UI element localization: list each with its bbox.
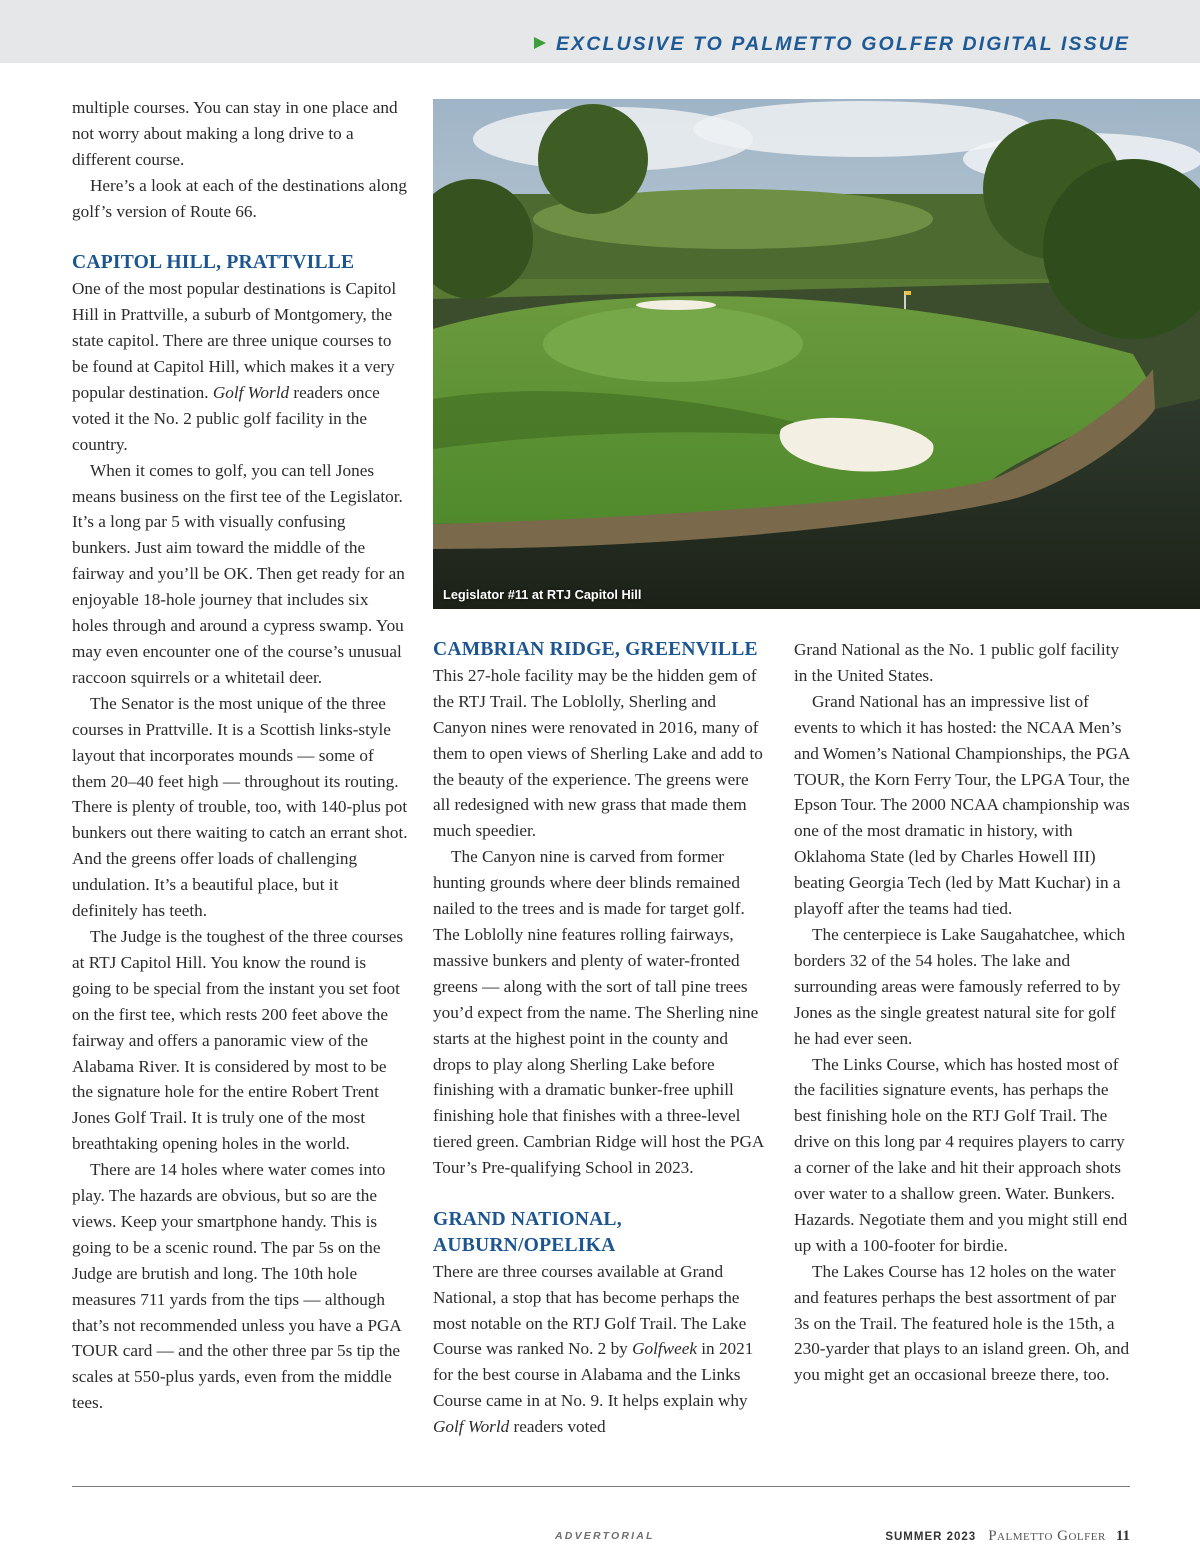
article-column-2 [433,637,769,1440]
play-arrow-icon [534,37,546,49]
section-heading-capitol-hill: CAPITOL HILL, PRATTVILLE [72,252,355,274]
paragraph: One of the most popular destinations is Capitol Hill in Prattville, a suburb of Montgomery, the state capitol. There are three unique courses to be found at Capitol Hill, which makes it a very popular destination. Golf World readers once voted it the No. 2 public golf facility in the country. [72,279,397,454]
paragraph: There are 14 holes where water comes into play. The hazards are obvious, but so are the views. Keep your smartphone handy. This is going to be a scenic round. The par 5s on the Judge are brutish and long. The 10th hole measures 711 yards from the tips — although that’s not recommended unless you have a PGA TOUR card — and the other three par 5s tip the scales at 550-plus yards, even from the middle tees. [72,1160,401,1413]
photo-illustration [433,99,1200,609]
page-footer [885,1527,1130,1545]
paragraph: The centerpiece is Lake Saugahatchee, which borders 32 of the 54 holes. The lake and surrounding areas were famously referred to by Jones as the single greatest natural site for golf he had ever seen. [794,924,1126,1048]
advertorial-label: ADVERTORIAL [555,1530,655,1542]
article-column-1 [72,95,408,1416]
paragraph: The Canyon nine is carved from former hunting grounds where deer blinds remained nailed to the trees and is made for target golf. The Loblolly nine features rolling fairways, massive bunkers and plenty of water-fronted greens — along with the sort of tall pine trees you’d expect from the name. The Sherling nine starts at the highest point in the county and drops to play along Sherling Lake before finishing with a dramatic bunker-free uphill finishing hole that finishes with a three-level tiered green. Cambrian Ridge will host the PGA Tour’s Pre-qualifying School in 2023. [433,847,764,1178]
paragraph: When it comes to golf, you can tell Jones means business on the first tee of the Legislator. It’s a long par 5 with visually confusing bunkers. Just aim toward the middle of the fairway and you’ll be OK. Then get ready for an enjoyable 18-hole journey that includes six holes through and around a cypress swamp. You may even encounter one of the course’s unusual raccoon squirrels or a whitetail deer. [72,460,405,687]
magazine-name: Palmetto Golfer [988,1528,1106,1544]
paragraph: Grand National as the No. 1 public golf facility in the United States. [794,640,1120,685]
paragraph: The Lakes Course has 12 holes on the water and features perhaps the best assortment of par 3s on the Trail. The featured hole is the 15th, a 230-yarder that plays to an island green. Oh, and you might get an occasional breeze there, too. [794,1261,1130,1385]
banner-label: EXCLUSIVE TO PALMETTO GOLFER DIGITAL ISSUE [556,33,1130,55]
paragraph: Grand National has an impressive list of events to which it has hosted: the NCAA Men’s and Women’s National Championships, the PGA TOUR, the Korn Ferry Tour, the LPGA Tour, the Epson Tour. The 2000 NCAA championship was one of the most dramatic in history, with Oklahoma State (led by Charles Howell III) beating Georgia Tech (led by Matt Kuchar) in a playoff after the teams had tied. [794,691,1130,919]
issue-date: SUMMER 2023 [885,1531,977,1543]
section-heading-cambrian-ridge: CAMBRIAN RIDGE, GREENVILLE [433,639,758,660]
paragraph: The Judge is the toughest of the three courses at RTJ Capitol Hill. You know the round is going to be special from the instant you set foot on the first tee, which rests 200 feet above the fairway and offers a panoramic view of the Alabama River. It is considered by most to be the signature hole for the entire Robert Trent Jones Golf Trail. It is truly one of the most breathtaking opening holes in the world. [72,926,404,1154]
section-heading-grand-national: GRAND NATIONAL, AUBURN/OPELIKA [433,1208,622,1256]
photo-caption: Legislator #11 at RTJ Capitol Hill [443,587,642,602]
paragraph: The Senator is the most unique of the three courses in Prattville. It is a Scottish links-style layout that incorporates mounds — some of them 20–40 feet high — throughout its routing. There is plenty of trouble, too, with 140-plus pot bunkers out there waiting to catch an errant shot. And the greens offer loads of challenging undulation. It’s a beautiful place, but it definitely has teeth. [72,693,408,921]
footer-divider [72,1486,1130,1487]
page-number: 11 [1115,1528,1130,1544]
article-column-3 [794,637,1130,1388]
exclusive-banner [534,33,1130,56]
golf-course-photo [433,99,1200,609]
paragraph: multiple courses. You can stay in one place and not worry about making a long drive to a different course. [72,98,398,169]
paragraph: This 27-hole facility may be the hidden gem of the RTJ Trail. The Loblolly, Sherling and Canyon nines were renovated in 2016, many of them to open views of Sherling Lake and add to the beauty of the experience. The greens were all redesigned with new grass that made them much speedier. [433,665,763,841]
paragraph: Here’s a look at each of the destinations along golf’s version of Route 66. [72,175,407,221]
top-banner [0,0,1200,63]
paragraph: The Links Course, which has hosted most of the facilities signature events, has perhaps the best finishing hole on the RTJ Golf Trail. The drive on this long par 4 requires players to carry a corner of the lake and hit their approach shots over water to a shallow green. Water. Bunkers. Hazards. Negotiate them and you might still end up with a 100-footer for birdie. [794,1054,1128,1255]
paragraph: There are three courses available at Grand National, a stop that has become perhaps the most notable on the RTJ Golf Trail. The Lake Course was ranked No. 2 by Golfweek in 2021 for the best course in Alabama and the Links Course came in at No. 9. It helps explain why Golf World readers voted [433,1261,754,1437]
